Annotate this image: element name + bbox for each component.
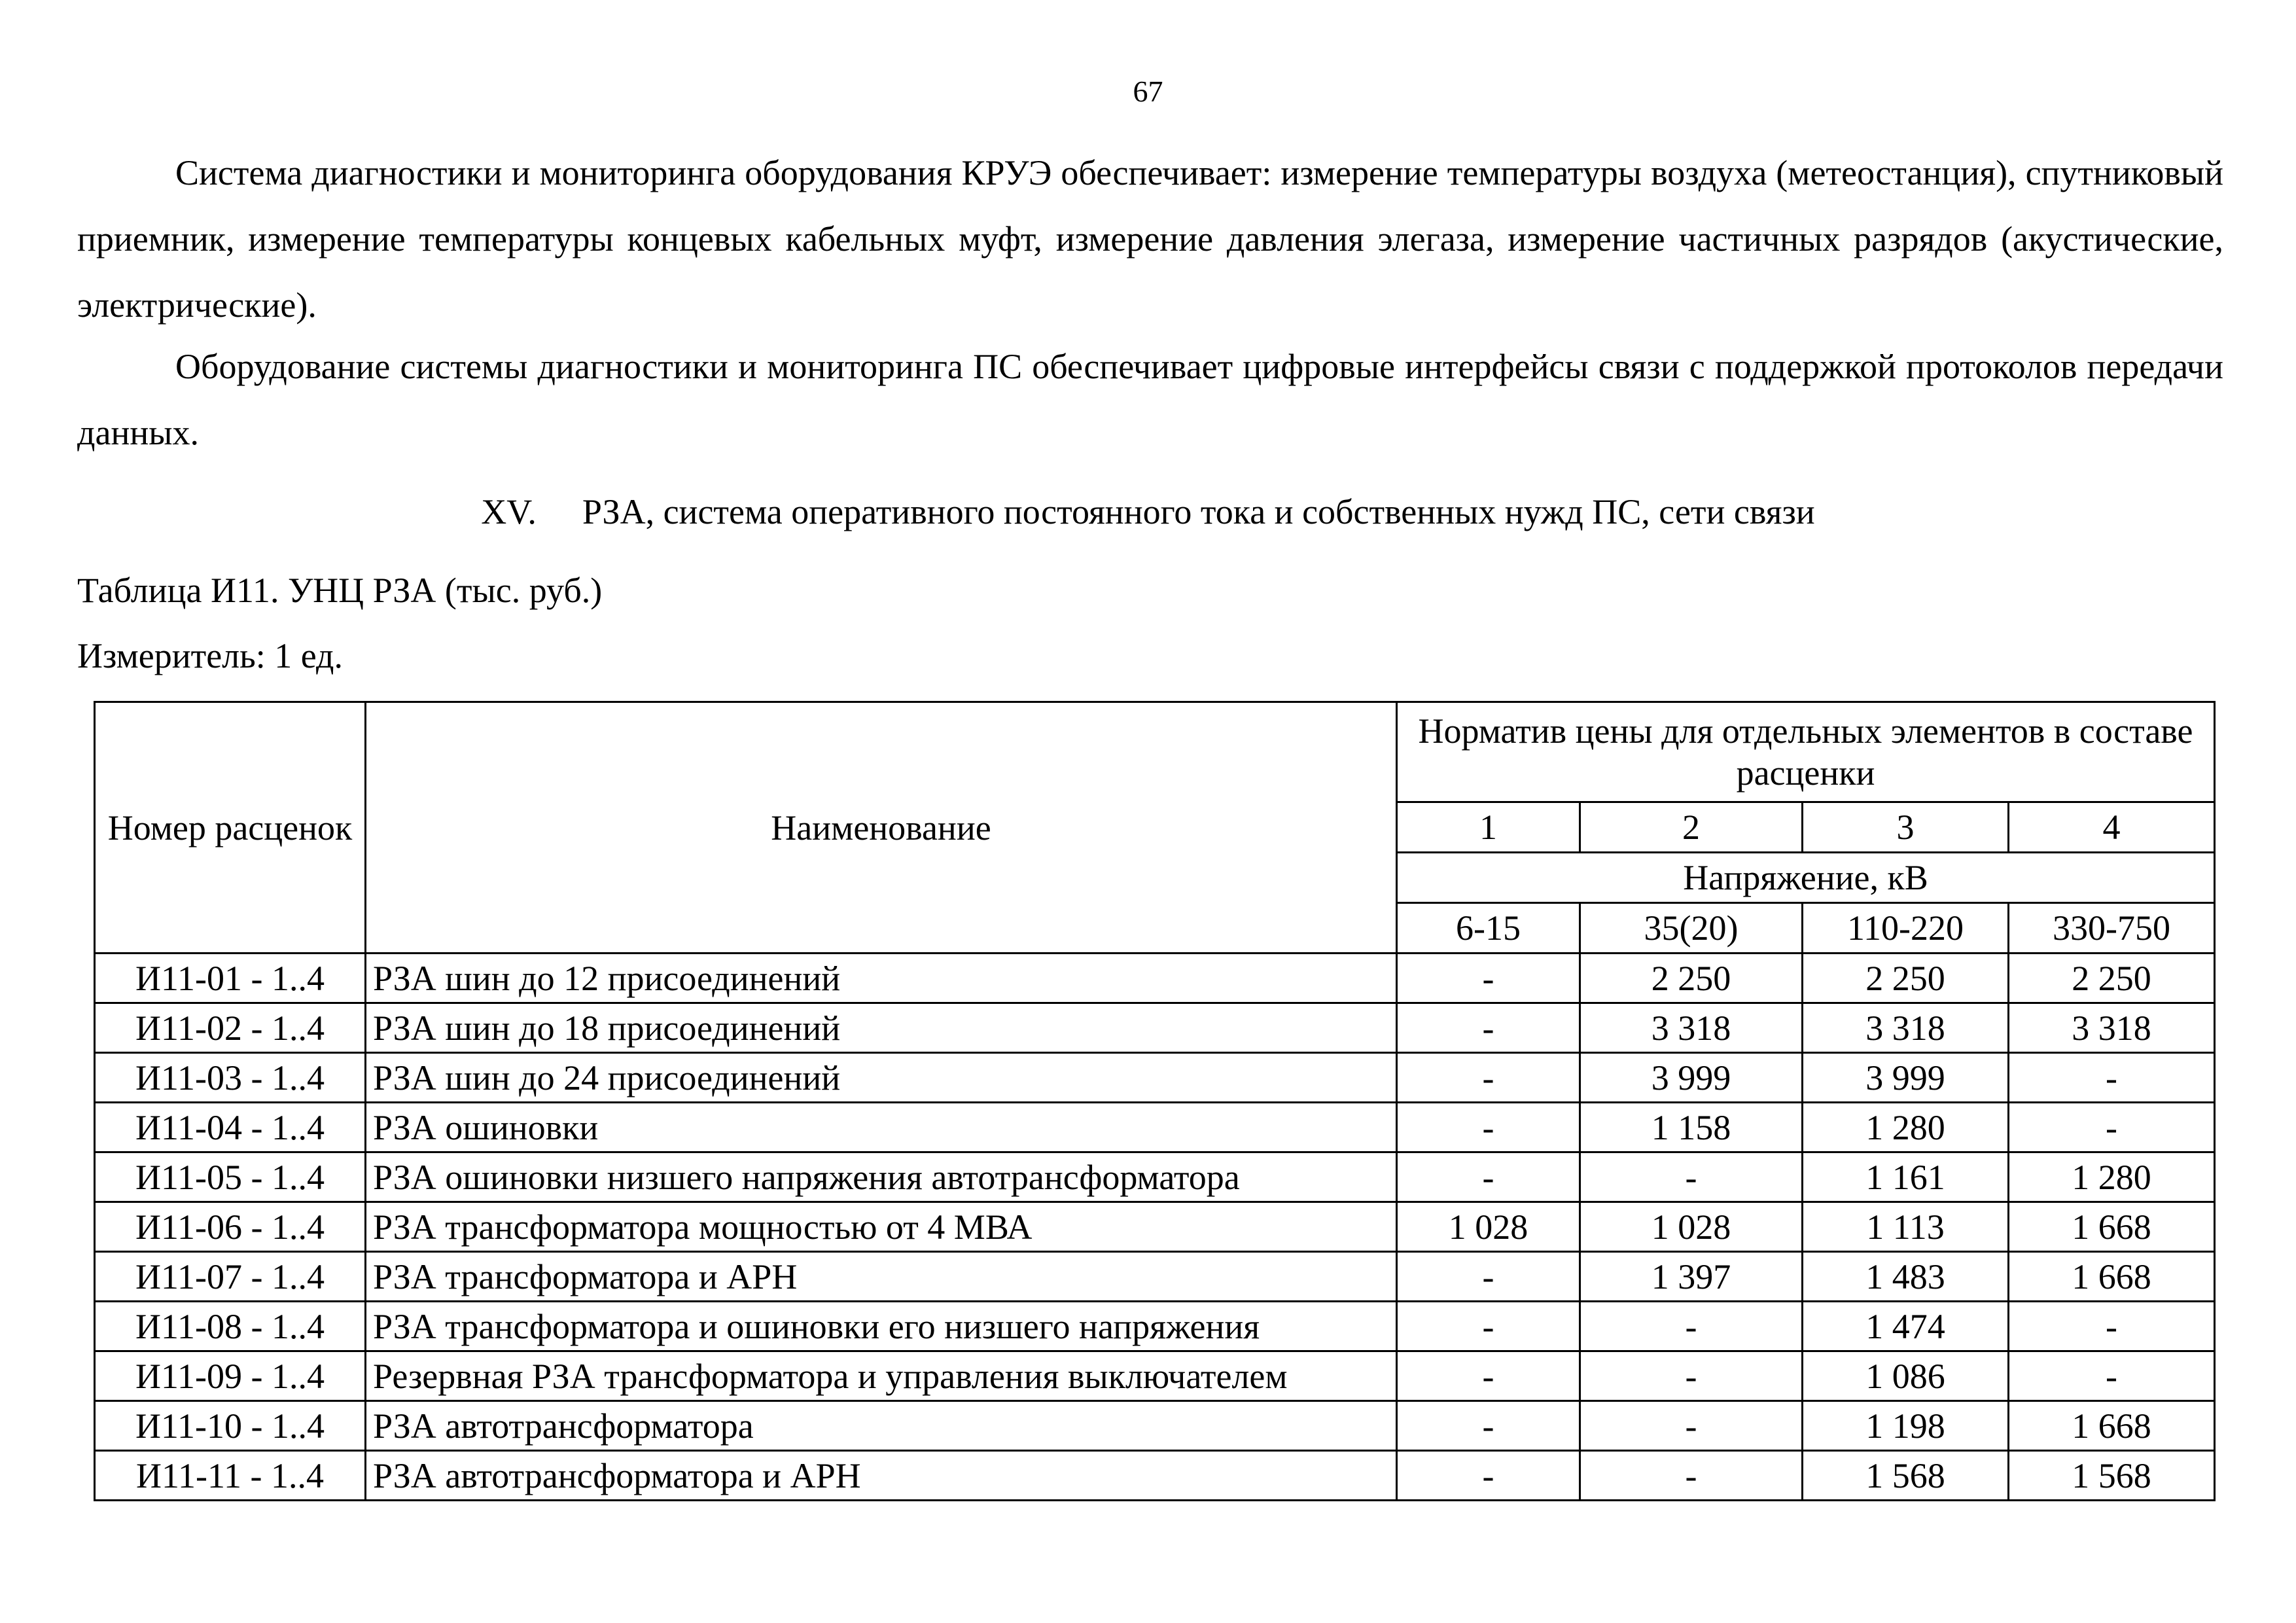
row-name: РЗА шин до 18 присоединений	[366, 1003, 1397, 1053]
header-voltage-label: Напряжение, кВ	[1397, 853, 2215, 903]
row-value: 1 280	[2009, 1152, 2215, 1202]
table-row	[95, 1003, 2215, 1053]
table-row	[95, 954, 2215, 1003]
row-name: РЗА трансформатора мощностью от 4 МВА	[366, 1202, 1397, 1252]
row-value: 1 161	[1803, 1152, 2009, 1202]
row-value: 1 568	[1803, 1451, 2009, 1501]
table-row	[95, 1302, 2215, 1351]
header-voltage-value: 330-750	[2009, 903, 2215, 954]
row-value: 2 250	[1580, 954, 1803, 1003]
row-value: 3 999	[1803, 1053, 2009, 1103]
price-table	[94, 701, 2216, 1501]
paragraph-ps-monitoring: Оборудование системы диагностики и мониторинга ПС обеспечивает цифровые интерфейсы связи с поддержкой протоколов передачи данных.	[77, 347, 2223, 452]
row-value: -	[1397, 1351, 1580, 1401]
row-value: -	[2009, 1302, 2215, 1351]
row-code: И11-10 - 1..4	[95, 1401, 366, 1451]
section-heading	[0, 486, 2296, 538]
row-value: -	[2009, 1351, 2215, 1401]
row-value: 1 668	[2009, 1202, 2215, 1252]
row-code: И11-01 - 1..4	[95, 954, 366, 1003]
header-code: Номер расценок	[95, 702, 366, 954]
table-body	[95, 954, 2215, 1501]
row-value: -	[1397, 1003, 1580, 1053]
row-value: -	[1397, 1103, 1580, 1152]
table-row	[95, 1401, 2215, 1451]
row-value: -	[2009, 1053, 2215, 1103]
row-value: 2 250	[1803, 954, 2009, 1003]
row-value: 1 113	[1803, 1202, 2009, 1252]
row-value: 2 250	[2009, 954, 2215, 1003]
header-col-number: 2	[1580, 802, 1803, 853]
table-row	[95, 1252, 2215, 1302]
row-code: И11-02 - 1..4	[95, 1003, 366, 1053]
header-voltage-value: 110-220	[1803, 903, 2009, 954]
row-value: 1 198	[1803, 1401, 2009, 1451]
row-name: РЗА автотрансформатора и АРН	[366, 1451, 1397, 1501]
header-normative: Норматив цены для отдельных элементов в составе расценки	[1397, 702, 2215, 802]
row-value: 3 318	[1580, 1003, 1803, 1053]
header-row-1	[95, 702, 2215, 802]
row-value: 1 028	[1580, 1202, 1803, 1252]
row-name: РЗА ошиновки	[366, 1103, 1397, 1152]
row-value: 1 483	[1803, 1252, 2009, 1302]
row-code: И11-06 - 1..4	[95, 1202, 366, 1252]
row-value: 1 280	[1803, 1103, 2009, 1152]
table-caption: Таблица И11. УНЦ РЗА (тыс. руб.)	[77, 571, 603, 610]
row-value: -	[1580, 1401, 1803, 1451]
row-value: -	[1397, 1252, 1580, 1302]
row-value: -	[1397, 1451, 1580, 1501]
row-value: -	[1397, 1302, 1580, 1351]
header-col-number: 4	[2009, 802, 2215, 853]
row-value: 1 474	[1803, 1302, 2009, 1351]
table-row	[95, 1152, 2215, 1202]
header-name: Наименование	[366, 702, 1397, 954]
row-code: И11-11 - 1..4	[95, 1451, 366, 1501]
table-row	[95, 1202, 2215, 1252]
row-value: 3 999	[1580, 1053, 1803, 1103]
paragraph-kruz-monitoring: Система диагностики и мониторинга оборудования КРУЭ обеспечивает: измерение температуры воздуха (метеостанция), спутниковый приемник, измерение температуры концевых кабельных муфт, измерение давления элегаза, измерение частичных разрядов (акустические, электрические).	[77, 153, 2223, 325]
row-name: РЗА шин до 12 присоединений	[366, 954, 1397, 1003]
row-name: РЗА трансформатора и АРН	[366, 1252, 1397, 1302]
row-code: И11-07 - 1..4	[95, 1252, 366, 1302]
row-value: 1 086	[1803, 1351, 2009, 1401]
row-value: 1 668	[2009, 1401, 2215, 1451]
row-value: -	[1580, 1351, 1803, 1401]
row-code: И11-08 - 1..4	[95, 1302, 366, 1351]
row-name: РЗА трансформатора и ошиновки его низшего напряжения	[366, 1302, 1397, 1351]
row-name: РЗА ошиновки низшего напряжения автотрансформатора	[366, 1152, 1397, 1202]
row-name: РЗА автотрансформатора	[366, 1401, 1397, 1451]
header-col-number: 1	[1397, 802, 1580, 853]
row-value: -	[1397, 954, 1580, 1003]
row-value: 3 318	[2009, 1003, 2215, 1053]
table-row	[95, 1351, 2215, 1401]
measure-unit: Измеритель: 1 ед.	[77, 636, 343, 675]
row-name: Резервная РЗА трансформатора и управления выключателем	[366, 1351, 1397, 1401]
row-value: -	[1397, 1401, 1580, 1451]
row-value: 1 568	[2009, 1451, 2215, 1501]
table-row	[95, 1103, 2215, 1152]
table-row	[95, 1053, 2215, 1103]
row-value: 3 318	[1803, 1003, 2009, 1053]
row-code: И11-05 - 1..4	[95, 1152, 366, 1202]
row-value: -	[1580, 1451, 1803, 1501]
row-code: И11-09 - 1..4	[95, 1351, 366, 1401]
row-value: -	[1580, 1152, 1803, 1202]
row-code: И11-03 - 1..4	[95, 1053, 366, 1103]
row-value: -	[1397, 1152, 1580, 1202]
header-voltage-value: 6-15	[1397, 903, 1580, 954]
row-value: -	[1580, 1302, 1803, 1351]
row-value: 1 397	[1580, 1252, 1803, 1302]
row-value: -	[2009, 1103, 2215, 1152]
row-value: 1 158	[1580, 1103, 1803, 1152]
section-number: XV.	[481, 492, 537, 531]
row-value: -	[1397, 1053, 1580, 1103]
section-title: РЗА, система оперативного постоянного тока и собственных нужд ПС, сети связи	[582, 492, 1815, 531]
page-number: 67	[1133, 75, 1163, 108]
row-value: 1 028	[1397, 1202, 1580, 1252]
row-value: 1 668	[2009, 1252, 2215, 1302]
header-col-number: 3	[1803, 802, 2009, 853]
table-row	[95, 1451, 2215, 1501]
row-code: И11-04 - 1..4	[95, 1103, 366, 1152]
header-voltage-value: 35(20)	[1580, 903, 1803, 954]
row-name: РЗА шин до 24 присоединений	[366, 1053, 1397, 1103]
